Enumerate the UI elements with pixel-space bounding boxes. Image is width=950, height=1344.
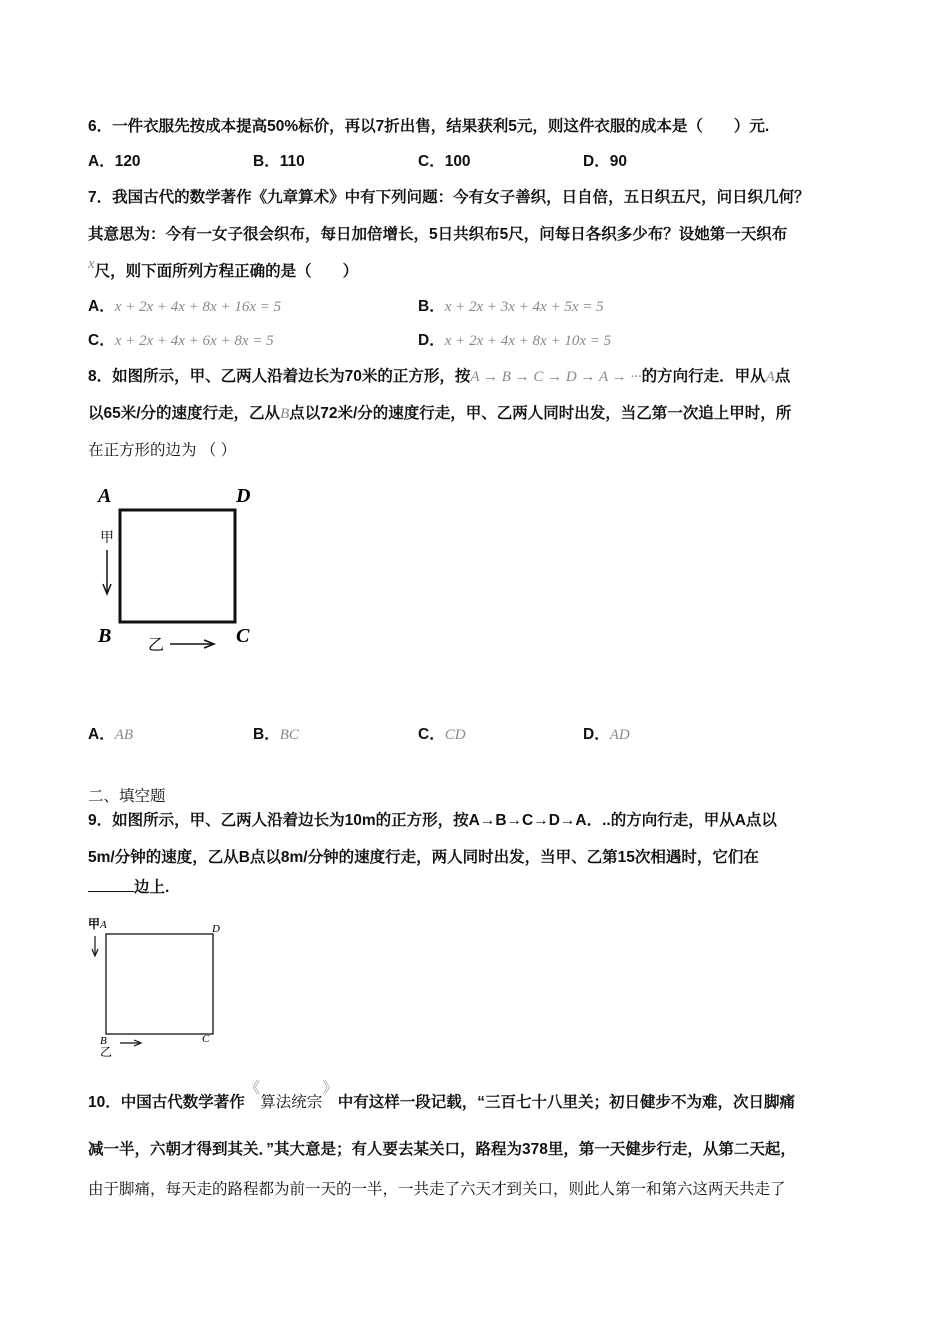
q8-option-a: A．AB — [88, 726, 134, 743]
q10-line-3: 由于脚痛，每天走的路程都为前一天的一半，一共走了六天才到关口，则此人第一和第六这两天共走了 — [88, 1181, 786, 1198]
label-b: B — [98, 625, 112, 647]
q8-square-figure — [90, 480, 270, 660]
q9-line-2: 5m/分钟的速度，乙从B点以8m/分钟的速度行走，两人同时出发，当甲、乙第15次相遇时，它们在 — [88, 849, 759, 866]
q7-option-c: C．x + 2x + 4x + 6x + 8x = 5 — [88, 332, 274, 349]
q8-option-c: C．CD — [418, 726, 466, 743]
q7-line-2: 其意思为：今有一女子很会织布，每日加倍增长，5日共织布5尺，问每日各织多少布？设她第一天织布 — [88, 226, 788, 243]
square — [120, 510, 235, 622]
q6-option-c: C．100 — [418, 153, 471, 170]
square — [106, 934, 213, 1034]
q7-var: x — [88, 256, 95, 272]
q9-square-figure — [86, 912, 226, 1062]
label-c: C — [236, 625, 250, 647]
label-yi: 乙 — [148, 637, 165, 654]
q7-option-a: A．x + 2x + 4x + 8x + 16x = 5 — [88, 298, 282, 315]
label-b: B — [100, 1035, 107, 1047]
label-a: A — [100, 919, 107, 931]
label-yi: 乙 — [100, 1045, 113, 1059]
q6-stem: 6．一件衣服先按成本提高50%标价，再以7折出售，结果获利5元，则这件衣服的成本是（ ）元. — [88, 118, 770, 135]
q8-option-d: D．AD — [583, 726, 630, 743]
q8-line-3: 在正方形的边为 （ ） — [88, 442, 237, 459]
q8-line-1: 8．如图所示，甲、乙两人沿着边长为70米的正方形，按A → B → C → D → A → ···的方向行走．甲从A点 — [88, 368, 791, 385]
q7-line-3-text: 尺，则下面所列方程正确的是（ ） — [94, 263, 359, 280]
q6-option-d: D．90 — [583, 153, 627, 170]
q9-line-1: 9．如图所示，甲、乙两人沿着边长为10m的正方形，按A→B→C→D→A．..的方向行走，甲从A点以 — [88, 812, 777, 829]
answer-blank[interactable] — [88, 877, 134, 892]
q7-line-1: 7．我国古代的数学著作《九章算术》中有下列问题：今有女子善织，日自倍，五日织五尺，问日织几何？ — [88, 189, 810, 206]
q10-line-1: 10．中国古代数学著作《算法统宗》中有这样一段记载，“三百七十八里关；初日健步不为难，次日脚痛 — [88, 1080, 796, 1111]
q7-option-d: D．x + 2x + 4x + 8x + 10x = 5 — [418, 332, 612, 349]
label-d: D — [236, 485, 251, 507]
q7-line-3 — [88, 256, 359, 282]
label-a: A — [98, 485, 112, 507]
q8-line-2: 以65米/分的速度行走，乙从B点以72米/分的速度行走，甲、乙两人同时出发，当乙第一次追上甲时，所 — [88, 405, 792, 422]
label-jia: 甲 — [88, 917, 101, 931]
label-c: C — [202, 1033, 210, 1045]
q6-option-b: B．110 — [253, 153, 305, 170]
q9-line-3: 边上. — [88, 877, 169, 898]
q7-option-b: B．x + 2x + 3x + 4x + 5x = 5 — [418, 298, 604, 315]
section-title: 二、填空题 — [88, 788, 166, 805]
q10-line-2: 减一半，六朝才得到其关．”其大意是；有人要去某关口，路程为378里，第一天健步行走，从第二天起， — [88, 1141, 796, 1158]
label-d: D — [212, 923, 220, 935]
label-jia: 甲 — [100, 531, 114, 546]
q6-option-a: A．120 — [88, 153, 141, 170]
q8-option-b: B．BC — [253, 726, 299, 743]
